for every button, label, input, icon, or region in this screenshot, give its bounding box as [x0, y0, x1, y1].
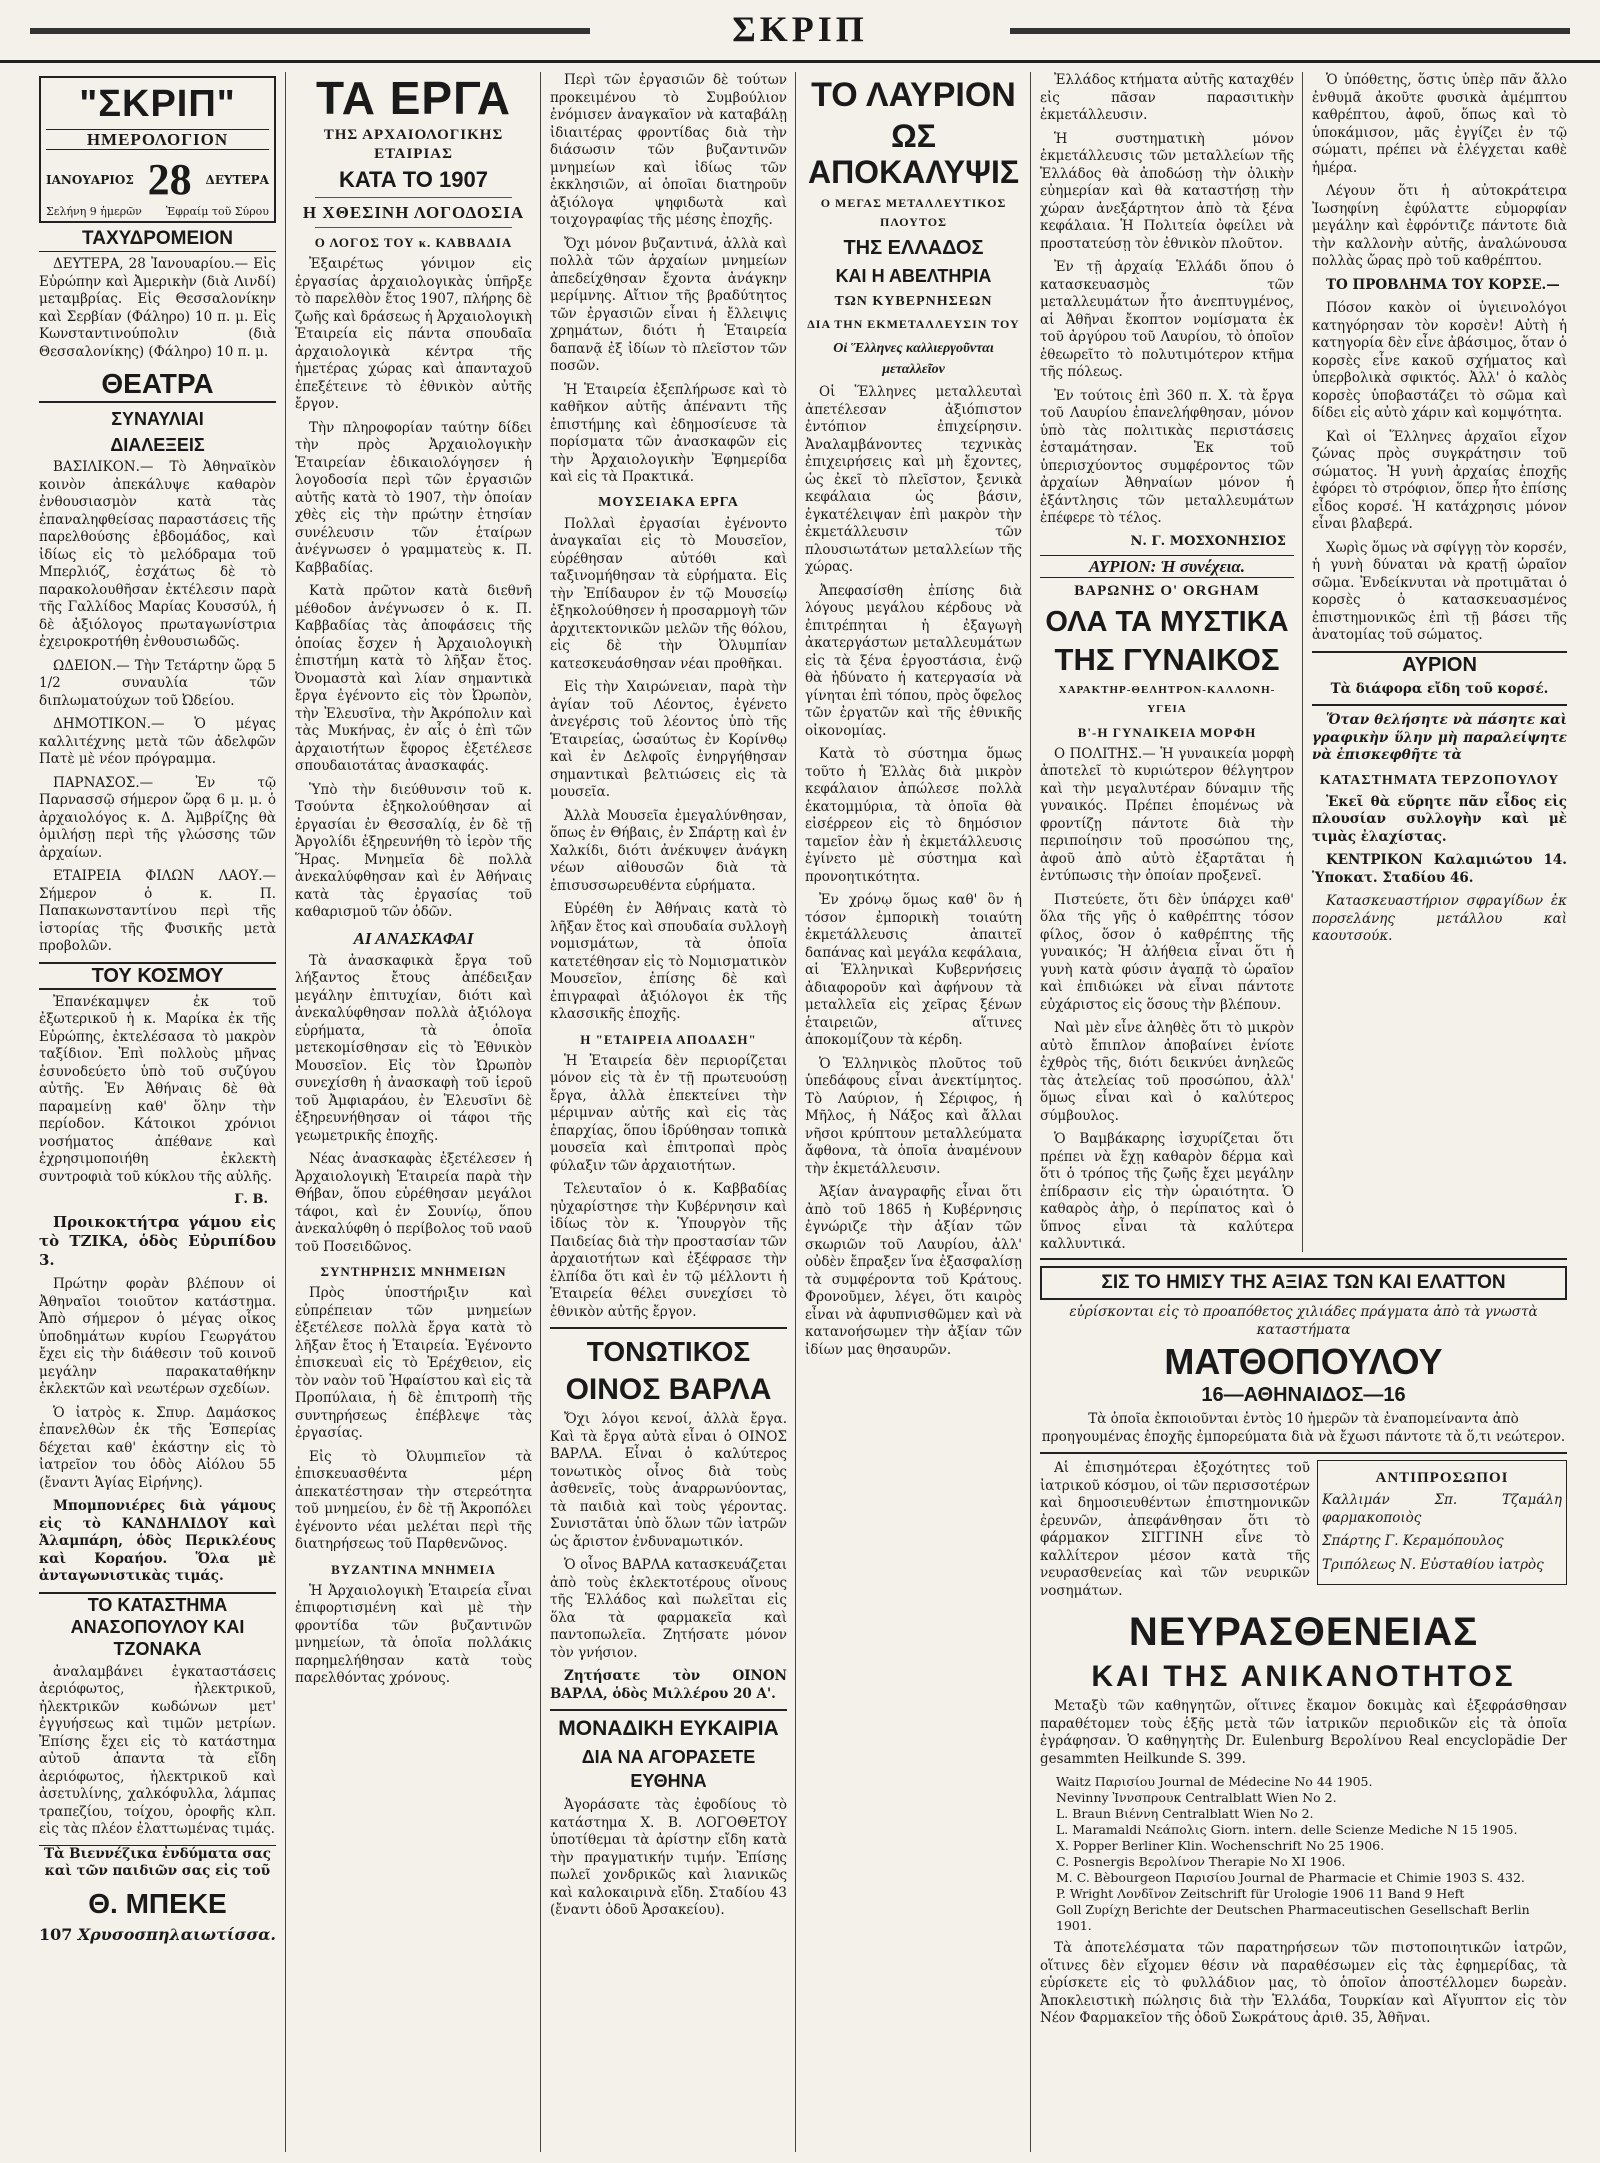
archaeology-cont-3: Ἡ Ἑταιρεία ἐξεπλήρωσε καὶ τὸ καθῆκον αὐτῆς ἀπέναντι τῆς ἐπιστήμης καὶ ἐδημοσίευσε τὰ πορίσματα τῶν ἀνασκαφῶν εἰς τὴν Ἀρχαιολογικὴν Ἐφημερίδα καὶ εἰς τὰ Πρακτικά.	[550, 381, 787, 485]
laurion-sub-2: ΤΗΣ ΕΛΛΑΔΟΣ	[843, 237, 984, 259]
secrets-cont-1: Ὁ ὑπόθετης, ὅστις ὑπὲρ πᾶν ἄλλο ἐνθυμᾶ ἀκοῦτε φυσικὰ ἀμέμπτου καθρέπτου, ἀφοῦ, ὅπως καὶ τὸ ὑποκάμισον, μᾶς ἐγγίζει ἐν τῷ σώματι, πρέπει νὰ ἐλέγχεται καθὲ ἡμέρα.	[1312, 72, 1567, 176]
calendar-moon: Σελήνη 9 ἡμερῶν	[46, 205, 142, 218]
calendar-month: ΙΑΝΟΥΑΡΙΟΣ	[46, 172, 134, 187]
secrets-paragraph-2: Πιστεύετε, ὅτι δὲν ὑπάρχει καθ' ὅλα τῆς γῆς ὁ καθρέπτης τόσον φίλος, ὅσον ὁ καθρέπτης τῆς γυναικός; Ἡ ἀλήθεια εἶναι ὅτι ἡ γυνὴ κατὰ φύσιν ἀγαπᾷ τὸ ὡραῖον καὶ ἐπιδιώκει νὰ εἶναι πάντοτε εὐχάριστος εἰς ὅσους τὴν βλέπουν.	[1040, 891, 1294, 1013]
archaeology-paragraph-6: Νέας ἀνασκαφὰς ἐξετέλεσεν ἡ Ἀρχαιολογικὴ Ἑταιρεία παρὰ τὴν Θήβαν, ὅπου εὑρέθησαν μεγάλοι τάφοι, καὶ ἐν Σουνίῳ, ὅπου ἀνεκαλύφθη ὁ περίβολος τοῦ ναοῦ τοῦ Ποσειδῶνος.	[295, 1151, 532, 1255]
byzantine-subhead: ΒΥΖΑΝΤΙΝΑ ΜΝΗΜΕΙΑ	[331, 1561, 496, 1577]
favors-text: Μπομπονιέρες διὰ γάμους εἰς τὸ ΚΑΝΔΗΛΙΔΟΥ καὶ Ἀλαμπάρη, ὁδὸς Περικλέους καὶ Κοραήου. Ὅλα μὲ ἀνταγωνιστικὰς τιμάς.	[39, 1498, 276, 1584]
doctor-text: Ὁ ἰατρὸς κ. Σπυρ. Δαμάσκος ἐπανελθὼν ἐκ τῆς Ἑσπερίας δέχεται καθ' ἑκάστην εἰς τὸ ἰατρεῖον του ὁδὸς Αἰόλου 55 (ἔναντι Ἁγίας Εἰρήνης).	[39, 1404, 276, 1491]
column-2	[285, 72, 541, 2152]
archaeology-cont-5: Εἰς τὴν Χαιρώνειαν, παρὰ τὴν ἀγίαν τοῦ Λέοντος, ἐγένετο ἀνεγέρσις τοῦ λέοντος ὑπὸ τῆς Ἑταιρείας, ὡσαύτως ἐν Κορίνθῳ καὶ ἐν Δελφοῖς ἐνηργήθησαν σημαντικαὶ βελτιώσεις εἰς τὰ μουσεῖα.	[550, 679, 787, 800]
secrets-paragraph-3: Ναὶ μὲν εἶνε ἀληθὲς ὅτι τὸ μικρὸν αὐτὸ ἔπιπλον ἀποβαίνει ἐνίοτε ἐχθρὸς τῆς, διότι δεικνύει ἀνηλεῶς τὰς ἀτελείας τοῦ προσώπου, ἀλλ' ὅμως εἶναι καὶ ὁ καλύτερος σύμβουλος.	[1040, 1020, 1294, 1124]
laurion-sub-4: ΤΩΝ ΚΥΒΕΡΝΗΣΕΩΝ	[834, 294, 993, 309]
archaeology-subtitle-3: Η ΧΘΕΣΙΝΗ ΛΟΓΟΔΟΣΙΑ	[302, 203, 525, 222]
secrets-title-2: ΤΗΣ ΓΥΝΑΙΚΟΣ	[1054, 641, 1280, 677]
clothes-ad-text: Τὰ Βιεννέζικα ἐνδύματα σας καὶ τῶν παιδιῶν σας εἰς τοῦ	[39, 1845, 276, 1881]
archaeology-cont-8: Ἡ Ἑταιρεία δὲν περιορίζεται μόνον εἰς τὰ ἐν τῇ πρωτευούσῃ ἔργα, ἀλλὰ ἐπεκτείνει τὴν μέριμναν αὐτῆς καὶ εἰς τὰς ἐπαρχίας, ὅπου ἱδρύθησαν τοπικὰ μουσεῖα καὶ ἐπιτροπαὶ πρὸς φύλαξιν τῶν ἀρχαιοτήτων.	[550, 1052, 787, 1174]
excavations-subhead: ΑΙ ΑΝΑΣΚΑΦΑΙ	[353, 928, 474, 948]
corset-paragraph-1: Πόσον κακὸν οἱ ὑγιεινολόγοι κατηγόρησαν τὸν κορσὲν! Αὐτὴ ἡ κατηγορία δὲν εἶνε ἀβάσιμος, ὅταν ὁ κορσὲς εἶνε κακοῦ σχήματος καὶ ὑπερβολικὰ σφικτός. Ἀλλ' ὁ καλὸς κορσὲς ὑποβαστάζει τὸ σῶμα καὶ δίδει εἰς αὐτὸ χάριν καὶ κομψότητα.	[1312, 300, 1567, 421]
archaeology-paragraph-4: Ὑπὸ τὴν διεύθυνσιν τοῦ κ. Τσούντα ἐξηκολούθησαν αἱ ἐργασίαι ἐν Θεσσαλίᾳ, ἐν δὲ τῇ Ἀργολίδι ἐξηρευνήθη τὸ ἱερὸν τῆς Ἥρας. Μνημεῖα δὲ πολλὰ ἀνεκαλύφθησαν καὶ ἐν Ἀθήναις κατὰ τὰς ἐργασίας τοῦ καθαρισμοῦ τῶν ὁδῶν.	[295, 781, 532, 920]
logo: "ΣΚΡΙΠ"	[79, 83, 236, 125]
columns	[30, 72, 1575, 2152]
world-title: ΤΟΥ ΚΟΣΜΟΥ	[39, 962, 276, 990]
neurasthenia-footer: Τὰ ἀποτελέσματα τῶν παρατηρήσεων τῶν πιστοποιητικῶν ἰατρῶν, οἵτινες δὲν εἴχομεν θέσιν νὰ παραθέσωμεν εἰς τὰς ἐφημερίδας, τὰ εὑρίσκετε εἰς τὸ φυλλάδιον μας, τὸ ὁποῖον ἀποστέλλομεν δωρεὰν. Ἀποκλειστικὴ πώλησις διὰ τὴν Ἑλλάδα, Τουρκίαν καὶ Αἴγυπτον εἰς τὸν Νέον Φαρμακεῖον τῆς ὁδοῦ Σωκράτους ἀριθ. 35, Ἀθῆναι.	[1040, 1940, 1567, 2026]
world-text: Ἐπανέκαμψεν ἐκ τοῦ ἐξωτερικοῦ ἡ κ. Μαρίκα ἐκ τῆς Εὐρώπης, ἐκτελέσασα τὸ μακρὸν ταξίδιον. Ἐπὶ πολλοὺς μῆνας ἐσυνοδεύετο ὑπὸ τοῦ συζύγου αὐτῆς. Ἐν Ἀθήναις δὲ θὰ παραμείνῃ καθ' ὅλην τὴν περίοδον. Κάτοικοι χρόνιοι νοσήματος ἀπέθανε καὶ ἐχρησιμοποιήθη ἐκλεκτὴ συντροφιὰ τοῦ κύκλου τῆς αὐλῆς.	[39, 993, 276, 1185]
post-text: ΔΕΥΤΕΡΑ, 28 Ἰανουαρίου.— Εἰς Εὐρώπην καὶ Ἀμερικὴν (διὰ Λινδί) μεταμβρίας. Εἰς Θεσσαλονίκην καὶ Σερβίαν (Φάληρο) 10 π. μ. Εἰς Κωνσταντινούπολιν (διὰ Θεσσαλονίκης) (Φάληρο) 10 π. μ.	[39, 256, 276, 360]
reference-line: M. C. Bèbourgeon Παρισίου Journal de Pharmacie et Chimie 1903 S. 432.	[1056, 1870, 1525, 1885]
wedding-title: Προικοκτήτρα γάμου εἰς τὸ ΤΖΙΚΑ, ὁδὸς Εὐριπίδου 3.	[39, 1213, 276, 1269]
reference-line: L. Maramaldi Νεάπολις Giorn. intern. delle Scienze Mediche N 15 1905.	[1056, 1822, 1518, 1837]
laurion-paragraph-2: Ἀπεφασίσθη ἐπίσης διὰ λόγους μεγάλου κέρδους νὰ ἐπιτρέπηται ἡ ἐξαγωγὴ ἀκατεργάστων μεταλλευμάτων εἰς τὰ ξένα ἐργοστάσια, ἐνῷ θὰ ἠδύνατο ἡ κατεργασία νὰ γίνηται ἐπὶ τόπου, πρὸς ὄφελος τῶν ἐργατῶν καὶ τῆς ἐθνικῆς οἰκονομίας.	[805, 582, 1022, 739]
monuments-subhead: ΣΥΝΤΗΡΗΣΙΣ ΜΝΗΜΕΙΩΝ	[320, 1264, 507, 1279]
neurasthenia-title-1: ΝΕΥΡΑΣΘΕΝΕΙΑΣ	[1128, 1610, 1479, 1654]
reference-line: C. Posnergis Βερολίνον Therapie No XI 1906.	[1056, 1854, 1346, 1869]
reference-line: X. Popper Berliner Klin. Wochenschrift No 25 1906.	[1056, 1838, 1385, 1853]
representative-1: Καλλιμάν Σπ. Τζαμάλη φαρμακοποιὸς	[1322, 1492, 1562, 1526]
wine-ad-paragraph-2: Ὁ οἶνος ΒΑΡΛΑ κατασκευάζεται ἀπὸ τοὺς ἐκλεκτοτέρους οἴνους τῆς Ἑλλάδος καὶ πωλεῖται εἰς ὅλα τὰ φαρμακεῖα καὶ παντοπωλεῖα. Ζητήσατε μόνον τὸν γνήσιον.	[550, 1557, 787, 1661]
reference-line: P. Wright Λονδῖνον Zeitschrift für Urologie 1906 11 Band 9 Heft	[1056, 1886, 1465, 1901]
stationery-ad-address-2: Κατασκευαστήριον σφραγίδων ἐκ πορσελάνης μετάλλου καὶ καουτσούκ.	[1312, 893, 1567, 944]
museum-subhead: ΜΟΥΣΕΙΑΚΑ ΕΡΓΑ	[598, 494, 739, 510]
baroness-credit: ΒΑΡΩΝΗΣ Ο' ORGHAM	[1074, 582, 1260, 599]
masthead-rule-right	[1010, 28, 1570, 34]
column-1	[30, 72, 285, 2152]
laurion-sub-1: Ο ΜΕΓΑΣ ΜΕΤΑΛΛΕΥΤΙΚΟΣ ΠΛΟΥΤΟΣ	[820, 196, 1007, 229]
archaeology-cont-7: Εὑρέθη ἐν Ἀθήναις κατὰ τὸ λῆξαν ἔτος καὶ σπουδαία συλλογὴ νομισμάτων, τὰ ὁποῖα κατετέθησαν εἰς τὸ Νομισματικὸν Μουσεῖον, ἐπίσης δὲ καὶ ἐπιγραφαὶ ἀξιόλογοι ἐκ τῆς κλασσικῆς ἐποχῆς.	[550, 901, 787, 1022]
wine-ad-title-1: ΤΟΝΩΤΙΚΟΣ	[586, 1336, 751, 1367]
archaeology-paragraph-1: Ἐξαιρέτως γόνιμον εἰς ἐργασίας ἀρχαιολογικὰς ὑπῆρξε τὸ παρελθὸν ἔτος 1907, πλήρης δὲ ζωῆς καὶ δράσεως ἡ Ἀρχαιολογικὴ Ἑταιρεία εἰς πάντα σπουδαῖα ἀρχαιολογικὰ κέντρα τῆς ἡμετέρας χώρας καὶ ἀπανταχοῦ ἐπεξέτεινε τὸ ἐθνικὸν αὐτῆς ἔργον.	[295, 256, 533, 412]
matthopoulos-name: ΜΑΤΘΟΠΟΥΛΟΥ	[1164, 1341, 1443, 1382]
reference-line: Goll Ζυρίχη Berichte der Deutschen Pharmaceutischen Gesellschaft Berlin 1901.	[1056, 1902, 1530, 1933]
laurion-paragraph-1: Οἱ Ἕλληνες μεταλλευταὶ ἀπετέλεσαν ἀξιόπιστον ἐντόπιον ἐπιχείρησιν. Ἀναλαμβάνοντες τεχνικὰς ἐπιχειρήσεις καὶ μὴ ἔχοντες, ὡς ἐκεῖ τὸ πλεῖστον, ξενικὰ κεφάλαια ὡς βάσιν, ἐγκατέλειψαν ἐπὶ μακρὸν τὴν ἐκμετάλλευσιν τῶν πλουσιωτάτων μεταλλείων τῆς χώρας.	[805, 384, 1022, 575]
archaeology-paragraph-8: Εἰς τὸ Ὀλυμπιεῖον τὰ ἐπισκευασθέντα μέρη ἀπεκατέστησαν τὴν στερεότητα τοῦ μνημείου, ἐν δὲ τῇ Ἀκροπόλει ἐγένοντο νέαι μελέται περὶ τῆς διατηρήσεως τοῦ Παρθενῶνος.	[295, 1448, 532, 1552]
calendar-day: 28	[147, 155, 192, 204]
clothes-ad-address: Χρυσοσπηλαιωτίσσα.	[77, 1924, 276, 1944]
corset-paragraph-3: Χωρὶς ὅμως νὰ σφίγγῃ τὸν κορσέν, ἡ γυνὴ δύναται νὰ κρατῇ ὡραῖον σῶμα. Ἐνδείκνυται νὰ προτιμᾶται ὁ κορσὲς ὁ κατασκευασμένος ἐπιστημονικῶς ἐπὶ τῇ βάσει τῆς ἀνατομίας τοῦ σώματος.	[1312, 539, 1567, 643]
stationery-ad-address: ΚΕΝΤΡΙΚΟΝ Καλαμιώτου 14. Ὑποκατ. Σταδίου 46.	[1312, 852, 1567, 886]
clothes-ad-phone: 107	[39, 1924, 73, 1944]
archaeology-subtitle-4: Ο ΛΟΓΟΣ ΤΟΥ κ. ΚΑΒΒΑΔΙΑ	[314, 235, 513, 250]
laurion-cont-4: Ἐν τούτοις ἐπὶ 360 π. Χ. τὰ ἔργα τοῦ Λαυρίου ἐπανελήφθησαν, μόνον ὑπὸ τὰς πολιτικὰς περιστάσεις ἐσταμάτησαν. Ἐκ τοῦ ὑπερισχύοντος συμφέροντος τῶν ἀρχαίων Ἀθηναίων μόνον ἡ ἐξάντλησις τῶν μεταλλευμάτων ἐπέφερε τὸ τέλος.	[1040, 387, 1294, 526]
laurion-title-1: ΤΟ ΛΑΥΡΙΟΝ	[811, 76, 1016, 114]
laurion-sub-6: Οἱ Ἕλληνες καλλιεργοῦνται μεταλλεῖον	[833, 341, 994, 377]
references-list	[1040, 1774, 1567, 1934]
calendar-title: ΗΜΕΡΟΛΟΓΙΟΝ	[46, 129, 269, 150]
matthopoulos-text: Τὰ ὁποῖα ἐκποιοῦνται ἐντὸς 10 ἡμερῶν τὰ ἐναπομείναντα ἀπὸ προηγουμένας ἐποχῆς ἐμπορεύματα διὰ νὰ ἔχωσι πάντοτε τὰ ὅ,τι νεώτερον.	[1041, 1411, 1566, 1445]
laurion-title-2: ΩΣ ΑΠΟΚΑΛΥΨΙΣ	[807, 118, 1020, 190]
world-signature: Γ. Β.	[234, 1192, 268, 1207]
archaeology-cont-6: Ἀλλὰ Μουσεῖα ἐμεγαλύνθησαν, ὅπως ἐν Θήβαις, ἐν Σπάρτῃ καὶ ἐν Χαλκίδι, διότι ἀνέκυψεν ἀνάγκη νέων αἰθουσῶν διὰ τὰ ἐπισυσσωρευθέντα εὑρήματα.	[550, 807, 787, 894]
laurion-tomorrow: ΑΥΡΙΟΝ: Ἡ συνέχεια.	[1040, 555, 1294, 578]
archaeology-cont-2: Ὄχι μόνον βυζαντινά, ἀλλὰ καὶ πολλὰ τῶν ἀρχαίων μνημείων ἀπεδείχθησαν ἔχοντα ἀνάγκην μερίμνης. Αἴτιον τῆς βραδύτητος τῶν ἐργασιῶν εἶναι ἡ ἔλλειψις χρημάτων, διότι ἡ Ἑταιρεία δαπανᾷ ἐξ ἰδίων τὸ πλεῖστον τῶν ποσῶν.	[550, 235, 787, 374]
secrets-paragraph-4: Ὁ Βαμβάκαρης ἰσχυρίζεται ὅτι πρέπει νὰ ἔχῃ καθαρὸν δέρμα καὶ ὅτι ὁ τρόπος τῆς ζωῆς ἔχει μεγάλην ἐπίδρασιν εἰς τὴν ὡραιότητα. Ὁ καθαρὸς ἀὴρ, ὁ περίπατος καὶ ὁ ὕπνος εἶναι τὰ καλύτερα καλλυντικά.	[1040, 1131, 1294, 1252]
archaeology-paragraph-9: Ἡ Ἀρχαιολογικὴ Ἑταιρεία εἶναι ἐπιφορτισμένη καὶ μὲ τὴν φροντίδα τῶν βυζαντινῶν μνημείων, τὰ ὁποῖα πολλάκις παρημελήθησαν κατὰ τοὺς παρελθόντας χρόνους.	[295, 1582, 532, 1686]
laurion-paragraph-5: Ὁ Ἑλληνικὸς πλοῦτος τοῦ ὑπεδάφους εἶναι ἀνεκτίμητος. Τὸ Λαύριον, ἡ Σέριφος, ἡ Μῆλος, ἡ Νάξος καὶ ἄλλαι νῆσοι κρύπτουν μεταλλεύματα ἄφθονα, τὰ ὁποῖα ἀναμένουν τὴν ἐκμετάλλευσιν.	[805, 1055, 1022, 1177]
offer-ad-title-2: ΔΙΑ ΝΑ ΑΓΟΡΑΣΕΤΕ ΕΥΘΗΝΑ	[581, 1747, 756, 1791]
corset-subhead: ΤΟ ΠΡΟΒΛΗΜΑ ΤΟΥ ΚΟΡΣΕ.—	[1326, 276, 1560, 293]
column-3	[540, 72, 796, 2152]
odeion-text: ΩΔΕΙΟΝ.— Τὴν Τετάρτην ὥρᾳ 5 1/2 συναυλία τῶν διπλωματούχων τοῦ Ὠδείου.	[39, 657, 276, 709]
wedding-text: Πρώτην φορὰν βλέπουν οἱ Ἀθηναῖοι τοιοῦτον κατάστημα. Ἀπὸ σήμερον ὁ μέγας οἶκος ὑποδημάτων κυρίου Γεωργάτου ἔχει εἰς τὴν διάθεσιν τοῦ κοινοῦ μεγάλην παρακαταθήκην ἐκλεκτῶν καὶ νεωτέρων σχεδίων.	[39, 1276, 276, 1397]
laurion-cont-3: Ἐν τῇ ἀρχαίᾳ Ἑλλάδι ὅπου ὁ κατασκευασμὸς τῶν μεταλλευμάτων ἦτο ἀνεπτυγμένος, αἱ Ἀθῆναι ἔκοπτον νομίσματα ἐκ τοῦ ἀργύρου τοῦ Λαυρίου, τὸ ὁποῖον ἐθεωρεῖτο τὸ πολυτιμότερον κτῆμα τῆς πόλεως.	[1040, 259, 1294, 380]
secrets-paragraph-1: Ο ΠΟΛΙΤΗΣ.— Ἡ γυναικεία μορφὴ ἀποτελεῖ τὸ κυριώτερον θέλγητρον καὶ τὴν μεγαλυτέραν δύναμιν τῆς γυναικός. Πρέπει ἑπομένως νὰ φροντίζῃ πάντοτε διὰ τὴν περιποίησιν τοῦ προσώπου της, ἀφοῦ ἀπὸ αὐτὸ ἐξαρτᾶται ἡ ἐντύπωσις τὴν ὁποίαν προξενεῖ.	[1040, 745, 1294, 884]
secrets-title-1: ΟΛΑ ΤΑ ΜΥΣΤΙΚΑ	[1045, 605, 1289, 638]
post-title: ΤΑΧΥΔΡΟΜΕΙΟΝ	[39, 227, 276, 252]
wine-ad-title-2: ΟΙΝΟΣ ΒΑΡΛΑ	[565, 1373, 772, 1406]
archaeology-paragraph-3: Κατὰ πρῶτον κατὰ διεθνῆ μέθοδον ἀνέγνωσεν ὁ κ. Π. Καββαδίας τὰς ἀποφάσεις τῆς ὁποίας ἔσχεν ἡ Ἀρχαιολογικὴ ἐπιστήμη κατὰ τὸ λῆξαν ἔτος. Ὀνομαστὰ καὶ λίαν σημαντικὰ ἔργα ἐγένοντο εἰς τὸν Ὠρωπὸν, τὴν Ἐλευσῖνα, τὴν Ἀκρόπολιν καὶ τὰς Μυκήνας, ἐν αἷς ὁ ἐπὶ τῶν ἀρχαιοτήτων ἔφορος ἐξετέλεσε σπουδαιοτάτας ἀνασκαφάς.	[295, 583, 532, 774]
archaeology-paragraph-5: Τὰ ἀνασκαφικὰ ἔργα τοῦ λήξαντος ἔτους ἀπέδειξαν μεγάλην ἐπιτυχίαν, διότι καὶ ἀνεκαλύφθησαν πολλὰ ἀξιόλογα εὑρήματα, τὰ ὁποῖα μετεκομίσθησαν εἰς τὸ Ἐθνικὸν Μουσεῖον. Εἰς τὸν Ὠρωπὸν συνεχίσθη ἡ ἀνασκαφὴ τοῦ ἱεροῦ τοῦ Ἀμφιαράου, ἐν Ἐλευσῖνι δὲ ἐξηρευνήθησαν οἱ τάφοι τῆς γεωμετρικῆς ἐποχῆς.	[295, 952, 532, 1144]
concerts-title: ΣΥΝΑΥΛΙΑΙ	[111, 409, 204, 429]
secrets-sub-2: Β'-Η ΓΥΝΑΙΚΕΙΑ ΜΟΡΦΗ	[1077, 724, 1257, 740]
laurion-sub-5: ΔΙΑ ΤΗΝ ΕΚΜΕΤΑΛΛΕΥΣΙΝ ΤΟΥ	[807, 317, 1020, 331]
laurion-cont-2: Ἡ συστηματικὴ μόνον ἐκμετάλλευσις τῶν μεταλλείων τῆς Ἑλλάδος θὰ ἀποδώσῃ τὴν ὀλικὴν εὐημερίαν καὶ θὰ καταστήσῃ τὴν χώραν ἀνεξάρτητον ἀπὸ τὰ ξένα κεφάλαια. Ἡ Πολιτεία ὀφείλει νὰ προστατεύσῃ τὸν ἐθνικὸν πλοῦτον.	[1040, 130, 1294, 252]
representatives-box	[1317, 1460, 1567, 1585]
archaeology-paragraph-7: Πρὸς ὑποστήριξιν καὶ εὐπρέπειαν τῶν μνημείων ἐξετέλεσε πολλὰ ἔργα κατὰ τὸ λῆξαν ἔτος ἡ Ἑταιρεία. Ἐγένοντο ἐπισκευαὶ εἰς τὸ Ἐρέχθειον, εἰς τὸν ναὸν τοῦ Ἡφαίστου καὶ εἰς τὰ Προπύλαια, ἡ δὲ ἐπιτροπὴ τῆς συντηρήσεως ἐπέβλεψε τὰς ἐργασίας.	[295, 1285, 532, 1441]
reference-line: Nevinny Ἰννσπρουκ Centralblatt Wien No 2.	[1056, 1790, 1337, 1805]
laurion-cont-1: Ἐλλάδος κτήματα αὐτῆς καταχθέν εἰς πᾶσαν παρασιτικὴν ἐκμετάλλευσιν.	[1040, 72, 1294, 123]
store-text: ἀναλαμβάνει ἐγκαταστάσεις ἀεριόφωτος, ἠλεκτρικοῦ, ἠλεκτρικῶν κωδώνων μετ' ἐγγυήσεως καὶ τιμῶν μετρίων. Ἐπίσης ἔχει εἰς τὸ κατάστημα αὐτοῦ ἀπαντα τὰ εἴδη ἀεριόφωτος, ἠλεκτρικοῦ καὶ ἀσετυλίνης, χαλκόφυλλα, λάμπας τραπεζίου, τοίχου, ὀροφῆς κλπ. εἰς τὰς πλέον ἐλαττωμένας τιμάς.	[39, 1663, 276, 1837]
secrets-sub-1: ΧΑΡΑΚΤΗΡ-ΘΕΛΗΤΡΟΝ-ΚΑΛΛΟΝΗ-ΥΓΕΙΑ	[1058, 683, 1276, 715]
corset-tomorrow-text: Τὰ διάφορα εἴδη τοῦ κορσέ.	[1330, 680, 1549, 697]
basilikon-text: ΒΑΣΙΛΙΚΟΝ.— Τὸ Ἀθηναϊκὸν κοινὸν ἀπεκάλυψε καθαρὸν ἐνθουσιασμὸν κατὰ τὰς ἐπαναληφθείσας παραστάσεις τῆς παρελθούσης ἑβδομάδος, καὶ ἰδίως εἰς τὸ μελόδραμα τοῦ Μπερλιόζ, ἐσχάτως δὲ τὸ παρακολουθῆσαν ἐκτέλεσιν παρὰ τῆς Γαλλίδος Μαρίας Κουσσύλ, ἡ δὲ ἀξιόλογος πρωταγωνίστρια ἐχειροκροτήθη ἐνθουσιωδῶς.	[39, 459, 276, 650]
stationery-ad-intro: Ὅταν θελήσητε νὰ πάσητε καὶ γραφικὴν ὕλην μὴ παραλείψητε νὰ ἐπισκεφθῆτε τὰ	[1312, 712, 1567, 763]
archaeology-cont-1: Περὶ τῶν ἐργασιῶν δὲ τούτων προκειμένου τὸ Συμβούλιον ἐνόμισεν ἀναγκαῖον νὰ καταβάλῃ ἰδιαιτέρας φροντίδας διὰ τὴν διάσωσιν τῶν βυζαντινῶν μνημείων καὶ ἰδίως τῶν ἐκκλησιῶν, αἱ ὁποῖαι διατηροῦν ἀξιόλογα ψηφιδωτὰ καὶ τοιχογραφίας τῆς μέσης ἐποχῆς.	[550, 72, 787, 228]
clothes-ad-footer	[39, 1925, 276, 1944]
calendar-date-row	[46, 154, 269, 205]
laurion-paragraph-4: Ἐν χρόνῳ ὅμως καθ' ὃν ἡ τόσον ἐμπορικὴ τοιαύτη ἐκμετάλλευσις ἀπαιτεῖ δαπάνας καὶ μεγάλα κεφάλαια, αἱ Ἑλληνικαὶ Κυβερνήσεις ἀδιαφοροῦν καὶ ἀφήνουν τὰ μεταλλεῖα εἰς χεῖρας ξένων ἑταιρειῶν, αἵτινες ἀποκομίζουν τὰ κέρδη.	[805, 892, 1022, 1048]
calendar-box	[39, 76, 276, 223]
store-title: ΤΟ ΚΑΤΑΣΤΗΜΑ ΑΝΑΣΟΠΟΥΛΟΥ ΚΑΙ ΤΖΟΝΑΚΑ	[39, 1592, 276, 1660]
reference-line: Waitz Παρισίου Journal de Médecine No 44 1905.	[1056, 1774, 1373, 1789]
pharmacy-left-text: Αἱ ἐπισημότεραι ἐξοχότητες τοῦ ἰατρικοῦ κόσμου, οἱ τῶν περισσοτέρων καὶ δημοσιευθέντων ἐπιστημονικῶν ἐρευνῶν, ἀπεφάνθησαν ὅτι τὸ φάρμακον ΣΙΓΓΙΝΗ εἶνε τὸ καλλίτερον μέσον κατὰ τῆς νευρασθενείας καὶ τῶν νευρικῶν νοσημάτων.	[1040, 1460, 1310, 1599]
archaeology-subtitle-2: ΚΑΤΑ ΤΟ 1907	[339, 167, 488, 192]
offer-ad-title-1: ΜΟΝΑΔΙΚΗ ΕΥΚΑΙΡΙΑ	[558, 1717, 779, 1740]
laurion-sub-3: ΚΑΙ Η ΑΒΕΛΤΗΡΙΑ	[835, 266, 992, 286]
column-4	[795, 72, 1031, 2152]
theatre-title: ΘΕΑΤΡΑ	[39, 367, 276, 403]
wine-ad-signature: Ζητήσατε τὸν ΟΙΝΟΝ ΒΑΡΛΑ, ὁδὸς Μιλλέρου 20 Α'.	[550, 1668, 787, 1702]
archaeology-title: ΤΑ ΕΡΓΑ	[316, 72, 511, 124]
philolaou-text: ΕΤΑΙΡΕΙΑ ΦΙΛΩΝ ΛΑΟΥ.— Σήμερον ὁ κ. Π. Παπακωνσταντίνου περὶ τῆς ἱστορίας τῆς Φυσικῆς μετὰ προβολῶν.	[39, 868, 276, 954]
corset-paragraph-2: Καὶ οἱ Ἕλληνες ἀρχαῖοι εἶχον ζώνας πρὸς συγκράτησιν τοῦ σώματος. Ἡ γυνὴ ἀρχαίας ἐποχῆς ἐφόρει τὸ στρόφιον, ὅπερ ἦτο ἐπίσης εἶδος κορσέ. Ἡ κατάχρησις μόνον εἶναι βλαβερά.	[1312, 428, 1567, 532]
matthopoulos-address: 16—ΑΘΗΝΑΙΔΟΣ—16	[1201, 1384, 1406, 1406]
neurasthenia-text: Μεταξὺ τῶν καθηγητῶν, οἵτινες ἔκαμον δοκιμὰς καὶ ἐξεφράσθησαν παραθέτομεν τοὺς ἑξῆς μετὰ τῶν ἰατρικῶν περιοδικῶν εἰς τὰ ὁποῖα ἐγράφησαν. Ὁ καθηγητὴς Dr. Eulenburg Βερολίνου Real encyclopädie Der gesammten Heilkunde S. 399.	[1040, 1698, 1567, 1767]
representative-3: Τριπόλεως Ν. Εὐσταθίου ἰατρὸς	[1322, 1556, 1544, 1573]
half-price-text: εὑρίσκονται εἰς τὸ προαπόθετος χιλιάδες πράγματα ἀπὸ τὰ γνωστὰ καταστήματα	[1069, 1304, 1538, 1338]
calendar-notes	[46, 205, 269, 218]
corset-tomorrow-title: ΑΥΡΙΟΝ	[1312, 651, 1567, 677]
neurasthenia-title-2: ΚΑΙ ΤΗΣ ΑΝΙΚΑΝΟΤΗΤΟΣ	[1091, 1660, 1516, 1693]
representatives-title: ΑΝΤΙΠΡΟΣΩΠΟΙ	[1375, 1470, 1509, 1486]
laurion-paragraph-6: Ἀξίαν ἀναγραφῆς εἶναι ὅτι ἀπὸ τοῦ 1865 ἡ Κυβέρνησις ἐγνώριζε τὴν ἀξίαν τῶν σκωριῶν τοῦ Λαυρίου, ἀλλ' οὐδὲν ἔπραξεν ἵνα ἐξασφαλίσῃ τὰ συμφέροντα τοῦ Κράτους. Φρονοῦμεν, λέγει, ὅτι καιρὸς εἶναι νὰ ἀφυπνισθῶμεν καὶ νὰ κατανοήσωμεν τὴν ἀξίαν τῶν ἰδίων μας θησαυρῶν.	[805, 1184, 1022, 1358]
bottom-ads	[1030, 1252, 1576, 2152]
calendar-weekday: ΔΕΥΤΕΡΑ	[205, 172, 269, 187]
column-6	[1302, 72, 1576, 1252]
reference-line: L. Braun Βιέννη Centralblatt Wien No 2.	[1056, 1806, 1314, 1821]
lectures-title: ΔΙΑΛΕΞΕΙΣ	[110, 435, 205, 455]
archaeology-paragraph-2: Τὴν πληροφορίαν ταύτην δίδει τὴν πρὸς Ἀρχαιολογικὴν Ἑταιρείαν ἐδικαιολόγησεν ἡ λογοδοσία περὶ τῶν ἐργασιῶν αὐτῆς κατὰ τὸ 1907, τὴν ὁποίαν χθὲς εἰς τὴν πρώτην ἐτησίαν συνέλευσιν τῶν ἑταίρων ἀνέγνωσεν ὁ γραμματεὺς κ. Π. Καββαδίας.	[295, 419, 532, 576]
calendar-saint: Ἐφραίμ τοῦ Σύρου	[165, 205, 269, 218]
archaeology-cont-9: Τελευταῖον ὁ κ. Καββαδίας ηὐχαρίστησε τὴν Κυβέρνησιν καὶ ἰδίως τὸν κ. Ὑπουργὸν τῆς Παιδείας διὰ τὴν προστασίαν τῶν ἀρχαιοτήτων καὶ ἐξέφρασε τὴν ἐλπίδα ὅτι καὶ ἐν τῷ μέλλοντι ἡ Ἑταιρεία θέλει συνεχίσει τὸ ἐθνικὸν αὐτῆς ἔργον.	[550, 1181, 787, 1320]
pharmacy-row	[1040, 1460, 1567, 1606]
archaeology-subtitle-1: ΤΗΣ ΑΡΧΑΙΟΛΟΓΙΚΗΣ ΕΤΑΙΡΙΑΣ	[323, 127, 504, 162]
wine-ad-paragraph-1: Ὄχι λόγοι κενοί, ἀλλὰ ἔργα. Καὶ τὰ ἔργα αὐτὰ εἶναι ὁ ΟΙΝΟΣ ΒΑΡΛΑ. Εἶναι ὁ καλύτερος τονωτικὸς οἶνος διὰ τοὺς ἀσθενεῖς, τοὺς ἀναρρωνύοντας, τὰ παιδιὰ καὶ τοὺς γέροντας. Συνιστᾶται ὑπὸ ὅλων τῶν ἰατρῶν ὡς ἄριστον ἐνδυναμωτικόν.	[550, 1411, 787, 1550]
archaeology-cont-4: Πολλαὶ ἐργασίαι ἐγένοντο ἀναγκαῖαι εἰς τὸ Μουσεῖον, εὑρέθησαν αὐτόθι καὶ ταξινομήθησαν τὰ εὑρήματα. Εἰς τὴν Ἐπίδαυρον ἐν τῷ Μουσείῳ ἐξηκολούθησεν ἡ προσαρμογὴ τῶν ἀρχιτεκτονικῶν μελῶν τῆς θόλου, εἰς δὲ τὴν Ὀλυμπίαν κατεσκευάσθησαν νέαι προθῆκαι.	[550, 515, 787, 672]
offer-ad-text: Ἀγοράσατε τὰς ἐφοδίους τὸ κατάστημα Χ. Β. ΛΟΓΟΘΕΤΟΥ ὑποτίθεμαι τὰ ἀρίστην εἴδη κατὰ τὴν πραγματικήν τιμήν. Ἐπίσης πωλεῖ χονδρικῶς καὶ λιανικῶς καὶ καλοκαιρινὰ εἴδη. Σταδίου 43 (ἔναντι ὁδοῦ Ἀρσακείου).	[550, 1797, 787, 1918]
representative-2: Σπάρτης Γ. Κεραμόπουλος	[1322, 1533, 1504, 1549]
dimotikon-text: ΔΗΜΟΤΙΚΟΝ.— Ὁ μέγας καλλιτέχνης μετὰ τῶν ἀδελφῶν Πατὲ μὲ νέον πρόγραμμα.	[39, 716, 276, 767]
half-price-title: ΣΙΣ ΤΟ ΗΜΙΣΥ ΤΗΣ ΑΞΙΑΣ ΤΩΝ ΚΑΙ ΕΛΑΤΤΟΝ	[1040, 1266, 1567, 1300]
stationery-ad-text: Ἐκεῖ θὰ εὕρητε πᾶν εἶδος εἰς πλουσίαν συλλογὴν καὶ μὲ τιμὰς ἐλαχίστας.	[1312, 793, 1567, 845]
laurion-signature: Ν. Γ. ΜΟΣΧΟΝΗΣΙΟΣ	[1130, 533, 1286, 549]
society-subhead: Η "ΕΤΑΙΡΕΙΑ ΑΠΟΔΑΣΗ"	[580, 1031, 757, 1047]
secrets-cont-2: Λέγουν ὅτι ἡ αὐτοκράτειρα Ἰωσηφίνη ἐφύλαττε εὐμορφίαν μεγάλην καὶ ἐφρόντιζε πάντοτε διὰ τὴν καλλονὴν αὐτῆς, ἀναλώνουσα πολλὰς ὥρας πρὸ τοῦ καθρέπτου.	[1312, 183, 1567, 269]
parnassos-text: ΠΑΡΝΑΣΟΣ.— Ἐν τῷ Παρνασσῷ σήμερον ὥρᾳ 6 μ. μ. ὁ ἀρχαιολόγος κ. Δ. Ἀμβρίζης θὰ ὁμιλήσῃ περὶ τῆς γλώσσης τῶν ἀρχαίων.	[39, 774, 276, 861]
masthead	[0, 0, 1600, 63]
stationery-ad-name: ΚΑΤΑΣΤΗΜΑΤΑ ΤΕΡΖΟΠΟΥΛΟΥ	[1319, 772, 1560, 788]
laurion-paragraph-3: Κατὰ τὸ σύστημα ὅμως τοῦτο ἡ Ἑλλὰς διὰ μικρὸν κεφάλαιον ἀπώλεσε πολλὰ ἑκατομμύρια, τὰ ὁποῖα θὰ εἰσέρρεον εἰς τὸ δημόσιον ταμεῖον ἐὰν ἡ ἐκμετάλλευσις ἐγίνετο μὲ σύστημα καὶ προνοητικότητα.	[805, 746, 1022, 885]
clothes-ad-name: Θ. ΜΠΕΚΕ	[88, 1887, 227, 1919]
masthead-title: ΣΚΡΙΠ	[732, 9, 868, 49]
column-5	[1030, 72, 1303, 1252]
